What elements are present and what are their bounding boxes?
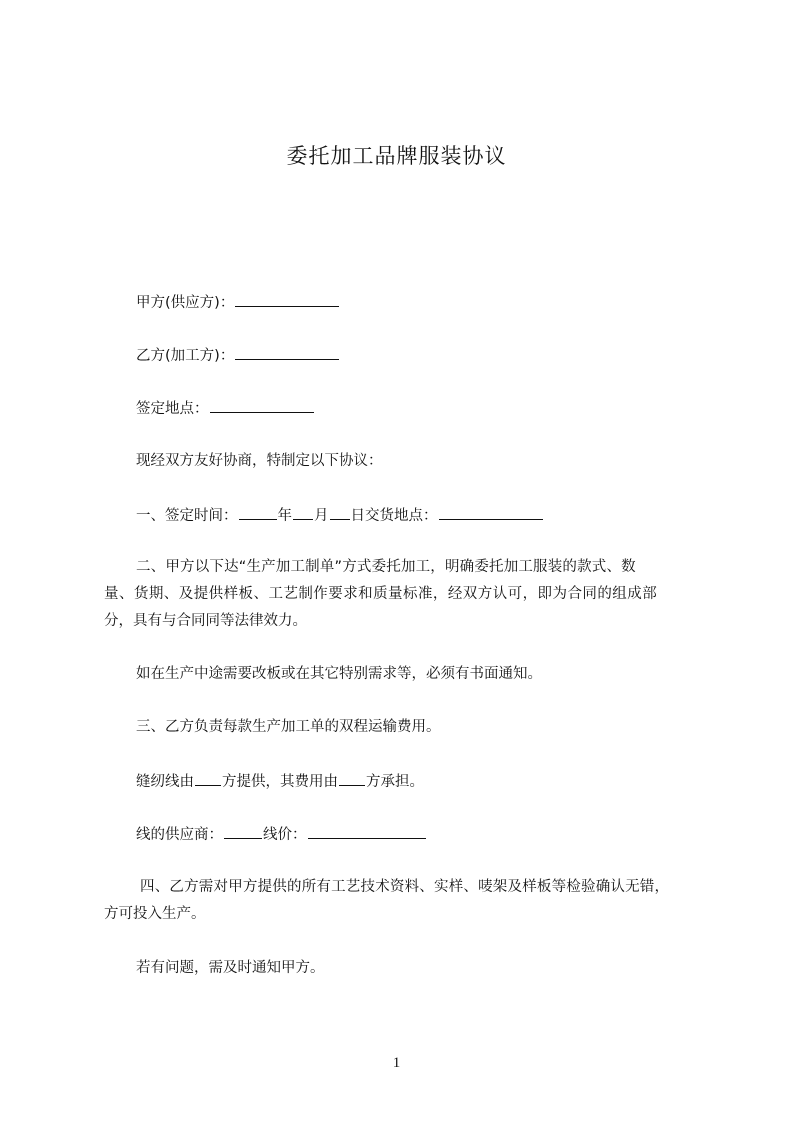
signing-place-blank[interactable] [210, 398, 314, 413]
signing-place-label: 签定地点： [136, 401, 209, 417]
thread-provider-blank[interactable] [195, 771, 221, 786]
clause2-line2: 量、货期、及提供样板、工艺制作要求和质量标准，经双方认可，即为合同的组成部 [104, 586, 658, 602]
thread-line [136, 771, 424, 792]
day-and-place-label: 日交货地点： [350, 508, 438, 524]
party-a-blank[interactable] [235, 292, 339, 307]
price-blank[interactable] [308, 824, 426, 839]
page-number: 1 [392, 1055, 401, 1071]
thread-cost-blank[interactable] [339, 771, 365, 786]
thread-part1: 缝纫线由 [136, 774, 194, 790]
party-b-line [136, 345, 340, 366]
clause1-line [136, 505, 544, 526]
clause3-text: 三、乙方负责每款生产加工单的双程运输费用。 [136, 719, 441, 735]
day-blank[interactable] [330, 505, 350, 520]
document-title: 委托加工品牌服装协议 [286, 144, 507, 168]
signing-place-line [136, 398, 315, 419]
year-label: 年 [277, 508, 292, 524]
party-b-label: 乙方(加工方)： [136, 348, 235, 364]
thread-part2: 方提供，其费用由 [222, 774, 338, 790]
clause2-line3: 分，具有与合同同等法律效力。 [104, 613, 307, 629]
delivery-place-blank[interactable] [439, 505, 543, 520]
clause1-prefix: 一、签定时间： [136, 508, 238, 524]
supplier-label: 线的供应商： [136, 827, 223, 843]
price-label: 线价： [263, 827, 307, 843]
clause2-line1: 二、甲方以下达“生产加工制单”方式委托加工，明确委托加工服装的款式、数 [136, 559, 636, 575]
supplier-blank[interactable] [224, 824, 262, 839]
party-a-line [136, 292, 340, 313]
clause4-line2: 方可投入生产。 [104, 906, 206, 922]
intro-text: 现经双方友好协商，特制定以下协议： [136, 453, 383, 469]
month-blank[interactable] [293, 505, 313, 520]
party-b-blank[interactable] [235, 345, 339, 360]
year-blank[interactable] [239, 505, 277, 520]
thread-part3: 方承担。 [366, 774, 424, 790]
party-a-label: 甲方(供应方)： [136, 295, 235, 311]
clause2-note: 如在生产中途需要改板或在其它特别需求等，必须有书面通知。 [136, 666, 542, 682]
clause4-note: 若有问题，需及时通知甲方。 [136, 960, 325, 976]
month-label: 月 [314, 508, 329, 524]
supplier-line [136, 824, 427, 845]
clause4-line1: 四、乙方需对甲方提供的所有工艺技术资料、实样、唛架及样板等检验确认无错， [140, 879, 670, 895]
